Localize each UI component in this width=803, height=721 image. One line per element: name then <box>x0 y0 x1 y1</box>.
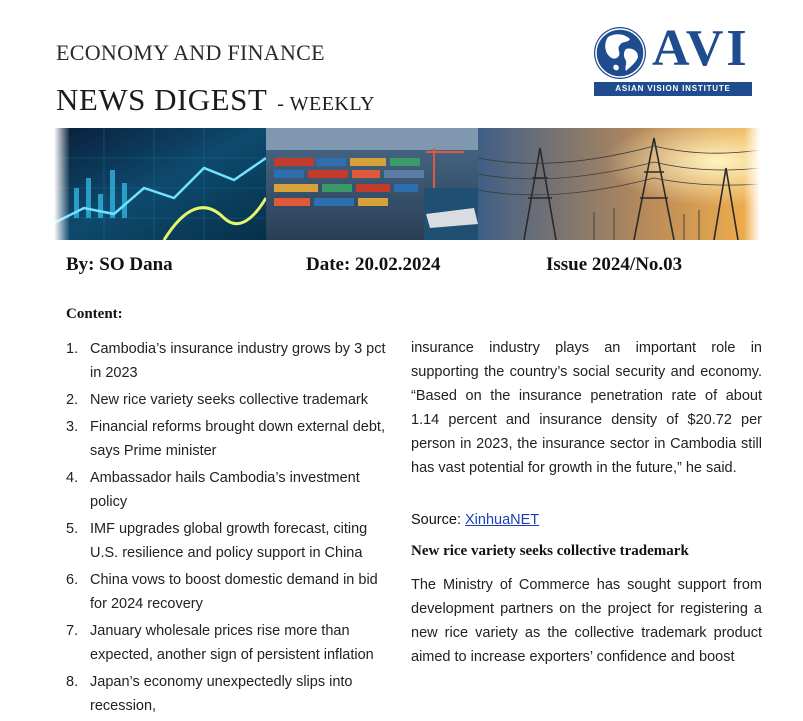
logo-tagline: ASIAN VISION INSTITUTE <box>594 82 752 96</box>
avi-logo <box>594 20 754 99</box>
contents-item-text: IMF upgrades global growth forecast, citing U.S. resilience and policy support in China <box>90 521 368 561</box>
contents-item-6[interactable] <box>66 568 396 616</box>
contents-item-text: China vows to boost domestic demand in bid for 2024 recovery <box>90 572 378 612</box>
contents-item-number: 3. <box>66 419 79 435</box>
digest-frequency: - WEEKLY <box>277 93 376 115</box>
contents-item-text: New rice variety seeks collective trademark <box>90 392 369 408</box>
article-paragraph-2: The Ministry of Commerce has sought support from development partners on the project for registering a new rice variety as the collective trademark product aimed to increase exporters’ confidence and boost <box>411 577 762 665</box>
article-source <box>411 512 539 528</box>
contents-item-number: 7. <box>66 623 79 639</box>
contents-item-text: Financial reforms brought down external debt, says Prime minister <box>90 419 385 459</box>
author-byline: By: SO Dana <box>66 254 173 275</box>
contents-item-number: 5. <box>66 521 79 537</box>
contents-item-text: January wholesale prices rise more than expected, another sign of persistent inflation <box>90 623 374 663</box>
logo-letters: AVI <box>652 20 750 77</box>
contents-item-2[interactable] <box>66 388 396 412</box>
article-paragraph: insurance industry plays an important role in supporting the country’s social security and economy. “Based on the insurance penetration rate of about 1.14 percent and insurance density of $20.72 per person in 2023, the insurance sector in Cambodia still has vast potential for growth in the future,” he said. <box>411 340 762 476</box>
contents-item-1[interactable] <box>66 337 396 385</box>
contents-item-8[interactable] <box>66 670 396 718</box>
contents-item-5[interactable] <box>66 517 396 565</box>
digest-title-main: NEWS DIGEST <box>56 82 268 117</box>
contents-item-number: 6. <box>66 572 79 588</box>
source-link[interactable]: XinhuaNET <box>465 512 540 528</box>
contents-item-text: Cambodia’s insurance industry grows by 3 pct in 2023 <box>90 341 386 381</box>
digest-title <box>56 82 375 118</box>
contents-item-number: 2. <box>66 392 79 408</box>
contents-item-number: 1. <box>66 341 79 357</box>
contents-item-number: 8. <box>66 674 79 690</box>
issue-number: Issue 2024/No.03 <box>546 254 683 275</box>
source-label: Source: <box>411 512 465 528</box>
contents-heading: Content: <box>66 306 123 322</box>
contents-item-3[interactable] <box>66 415 396 463</box>
contents-item-number: 4. <box>66 470 79 486</box>
contents-item-4[interactable] <box>66 466 396 514</box>
article-subheading: New rice variety seeks collective trademark <box>411 543 689 559</box>
contents-list <box>66 337 396 721</box>
contents-item-text: Japan’s economy unexpectedly slips into recession, <box>90 674 353 714</box>
contents-item-7[interactable] <box>66 619 396 667</box>
globe-icon <box>594 27 646 79</box>
digest-category-title: ECONOMY AND FINANCE <box>56 40 325 65</box>
contents-item-text: Ambassador hails Cambodia’s investment policy <box>90 470 360 510</box>
header-banner-image <box>54 128 760 240</box>
issue-date: Date: 20.02.2024 <box>306 254 441 275</box>
